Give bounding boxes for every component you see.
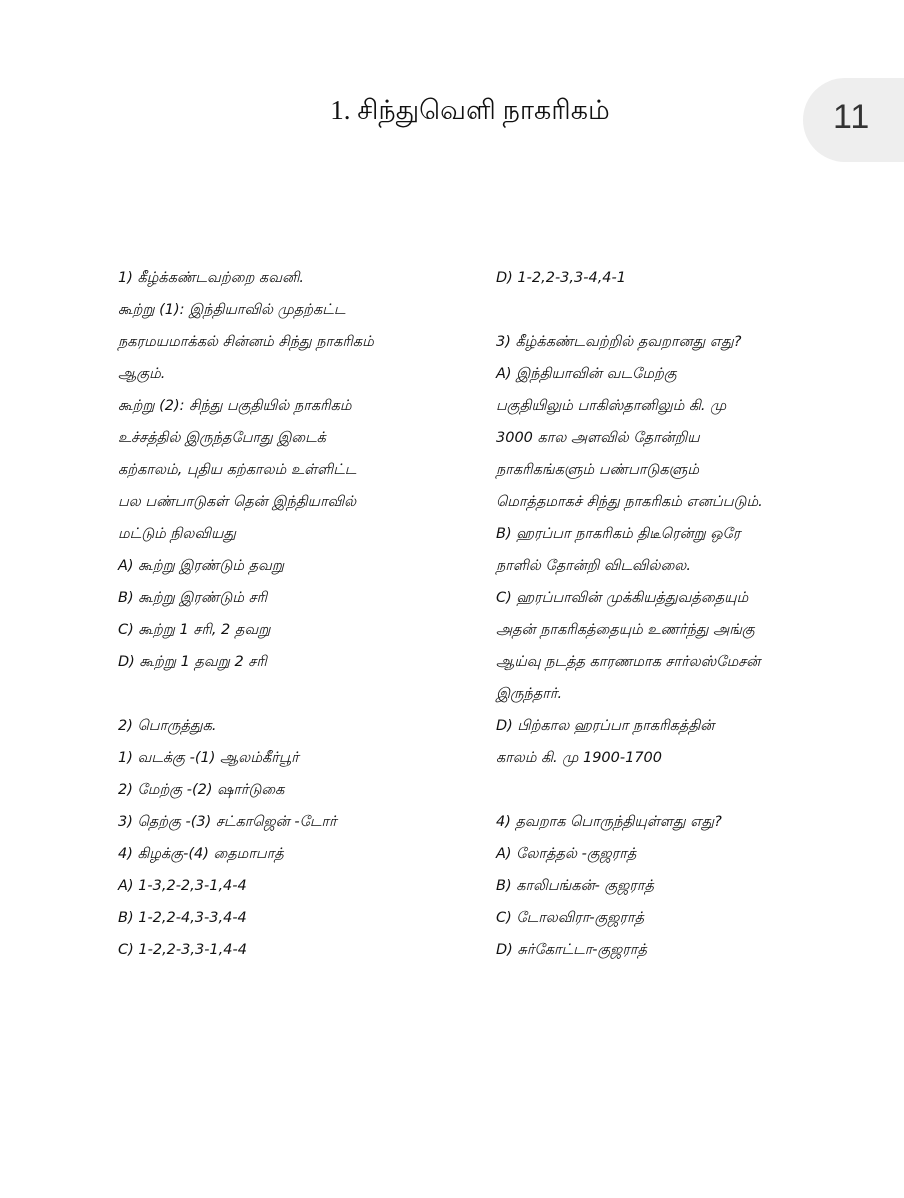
text-line: B) ஹரப்பா நாகரிகம் திடீரென்று ஒரே: [496, 526, 741, 542]
text-line: ஆகும்.: [118, 366, 166, 382]
text-line: கூற்று (1): இந்தியாவில் முதற்கட்ட: [118, 302, 346, 318]
text-line: 1) கீழ்க்கண்டவற்றை கவனி.: [118, 270, 305, 286]
text-line: A) கூற்று இரண்டும் தவறு: [118, 558, 285, 574]
text-line: 1) வடக்கு -(1) ஆலம்கீர்பூர்: [118, 750, 299, 766]
text-line: 4) கிழக்கு-(4) தைமாபாத்: [118, 846, 284, 862]
text-line: C) கூற்று 1 சரி, 2 தவறு: [118, 622, 271, 638]
spacer: [496, 774, 866, 806]
text-line: 2) மேற்கு -(2) ஷார்டுகை: [118, 782, 285, 798]
text-line: C) டோலவிரா-குஜராத்: [496, 910, 645, 926]
text-line: நகரமயமாக்கல் சின்னம் சிந்து நாகரிகம்: [118, 334, 374, 350]
text-line: அதன் நாகரிகத்தையும் உணர்ந்து அங்கு: [496, 622, 755, 638]
text-line: 3000 கால அளவில் தோன்றிய: [496, 430, 700, 446]
text-line: C) ஹரப்பாவின் முக்கியத்துவத்தையும்: [496, 590, 749, 606]
text-line: 4) தவறாக பொருந்தியுள்ளது எது?: [496, 814, 722, 830]
text-line: 2) பொருத்துக.: [118, 718, 217, 734]
text-line: நாகரிகங்களும் பண்பாடுகளும்: [496, 462, 700, 478]
text-line: காலம் கி. மு 1900-1700: [496, 750, 663, 766]
text-line: உச்சத்தில் இருந்தபோது இடைக்: [118, 430, 326, 446]
text-line: நாளில் தோன்றி விடவில்லை.: [496, 558, 691, 574]
text-line: கூற்று (2): சிந்து பகுதியில் நாகரிகம்: [118, 398, 352, 414]
left-column: [118, 262, 488, 966]
text-line: 3) தெற்கு -(3) சட்காஜென் -டோர்: [118, 814, 337, 830]
right-column: [496, 262, 866, 966]
text-line: மட்டும் நிலவியது: [118, 526, 236, 542]
page-number: 11: [833, 98, 871, 136]
text-line: பகுதியிலும் பாகிஸ்தானிலும் கி. மு: [496, 398, 727, 414]
text-line: C) 1-2,2-3,3-1,4-4: [118, 942, 247, 958]
text-line: A) இந்தியாவின் வடமேற்கு: [496, 366, 677, 382]
text-line: D) 1-2,2-3,3-4,4-1: [496, 270, 626, 286]
text-line: D) கூற்று 1 தவறு 2 சரி: [118, 654, 267, 670]
text-line: B) கூற்று இரண்டும் சரி: [118, 590, 268, 606]
text-line: B) காலிபங்கன்- குஜராத்: [496, 878, 654, 894]
text-line: இருந்தார்.: [496, 686, 563, 702]
text-line: A) லோத்தல் -குஜராத்: [496, 846, 637, 862]
text-line: A) 1-3,2-2,3-1,4-4: [118, 878, 247, 894]
text-line: D) சுர்கோட்டா-குஜராத்: [496, 942, 647, 958]
text-line: 3) கீழ்க்கண்டவற்றில் தவறானது எது?: [496, 334, 742, 350]
page-title: 1. சிந்துவெளி நாகரிகம்: [330, 95, 610, 125]
text-line: கற்காலம், புதிய கற்காலம் உள்ளிட்ட: [118, 462, 357, 478]
spacer: [118, 678, 488, 710]
text-line: பல பண்பாடுகள் தென் இந்தியாவில்: [118, 494, 357, 510]
text-line: B) 1-2,2-4,3-3,4-4: [118, 910, 247, 926]
text-line: மொத்தமாகச் சிந்து நாகரிகம் எனப்படும்.: [496, 494, 763, 510]
spacer: [496, 294, 866, 326]
text-line: ஆய்வு நடத்த காரணமாக சார்லஸ்மேசன்: [496, 654, 761, 670]
text-line: D) பிற்கால ஹரப்பா நாகரிகத்தின்: [496, 718, 715, 734]
